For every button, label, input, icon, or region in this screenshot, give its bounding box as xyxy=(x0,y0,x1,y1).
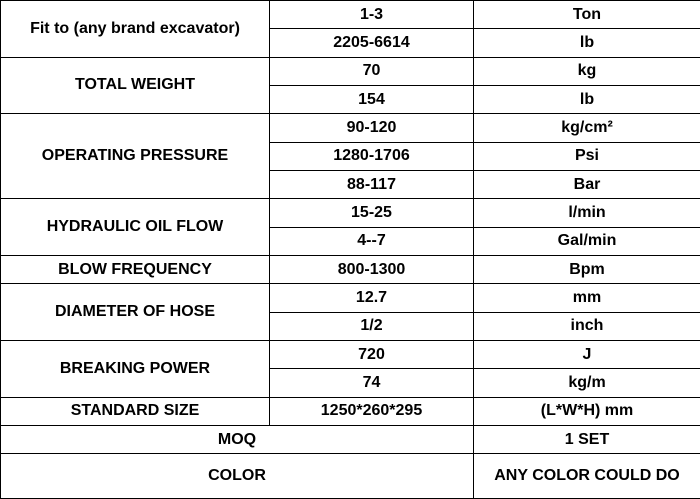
table-row xyxy=(1,255,700,283)
pressure-value: 90-120 xyxy=(270,114,474,142)
fit-value: 2205-6614 xyxy=(270,29,474,57)
color-label: COLOR xyxy=(1,454,474,499)
weight-value: 154 xyxy=(270,85,474,113)
weight-value: 70 xyxy=(270,57,474,85)
table-row xyxy=(1,57,700,85)
oil-flow-value: 15-25 xyxy=(270,199,474,227)
breaking-power-value: 74 xyxy=(270,369,474,397)
table-row xyxy=(1,397,700,425)
standard-size-value: 1250*260*295 xyxy=(270,397,474,425)
table-row xyxy=(1,284,700,312)
weight-label: TOTAL WEIGHT xyxy=(1,57,270,114)
blow-frequency-label: BLOW FREQUENCY xyxy=(1,255,270,283)
table-row xyxy=(1,340,700,368)
hose-diameter-value: 1/2 xyxy=(270,312,474,340)
hose-diameter-value: 12.7 xyxy=(270,284,474,312)
pressure-unit: kg/cm² xyxy=(474,114,700,142)
pressure-unit: Bar xyxy=(474,170,700,198)
breaking-power-unit: J xyxy=(474,340,700,368)
pressure-value: 88-117 xyxy=(270,170,474,198)
hose-diameter-unit: mm xyxy=(474,284,700,312)
breaking-power-label: BREAKING POWER xyxy=(1,340,270,397)
color-value: ANY COLOR COULD DO xyxy=(474,454,700,499)
breaking-power-unit: kg/m xyxy=(474,369,700,397)
fit-value: 1-3 xyxy=(270,1,474,29)
fit-unit: Ton xyxy=(474,1,700,29)
blow-frequency-value: 800-1300 xyxy=(270,255,474,283)
pressure-unit: Psi xyxy=(474,142,700,170)
table-row xyxy=(1,114,700,142)
hose-diameter-unit: inch xyxy=(474,312,700,340)
fit-label: Fit to (any brand excavator) xyxy=(1,1,270,58)
oil-flow-unit: l/min xyxy=(474,199,700,227)
breaking-power-value: 720 xyxy=(270,340,474,368)
blow-frequency-unit: Bpm xyxy=(474,255,700,283)
pressure-value: 1280-1706 xyxy=(270,142,474,170)
pressure-label: OPERATING PRESSURE xyxy=(1,114,270,199)
hose-diameter-label: DIAMETER OF HOSE xyxy=(1,284,270,341)
moq-label: MOQ xyxy=(1,425,474,453)
table-row xyxy=(1,1,700,29)
table-row xyxy=(1,199,700,227)
oil-flow-unit: Gal/min xyxy=(474,227,700,255)
standard-size-label: STANDARD SIZE xyxy=(1,397,270,425)
oil-flow-label: HYDRAULIC OIL FLOW xyxy=(1,199,270,256)
fit-unit: lb xyxy=(474,29,700,57)
oil-flow-value: 4--7 xyxy=(270,227,474,255)
moq-value: 1 SET xyxy=(474,425,700,453)
standard-size-unit: (L*W*H) mm xyxy=(474,397,700,425)
weight-unit: lb xyxy=(474,85,700,113)
weight-unit: kg xyxy=(474,57,700,85)
table-row xyxy=(1,425,700,453)
table-row xyxy=(1,454,700,499)
